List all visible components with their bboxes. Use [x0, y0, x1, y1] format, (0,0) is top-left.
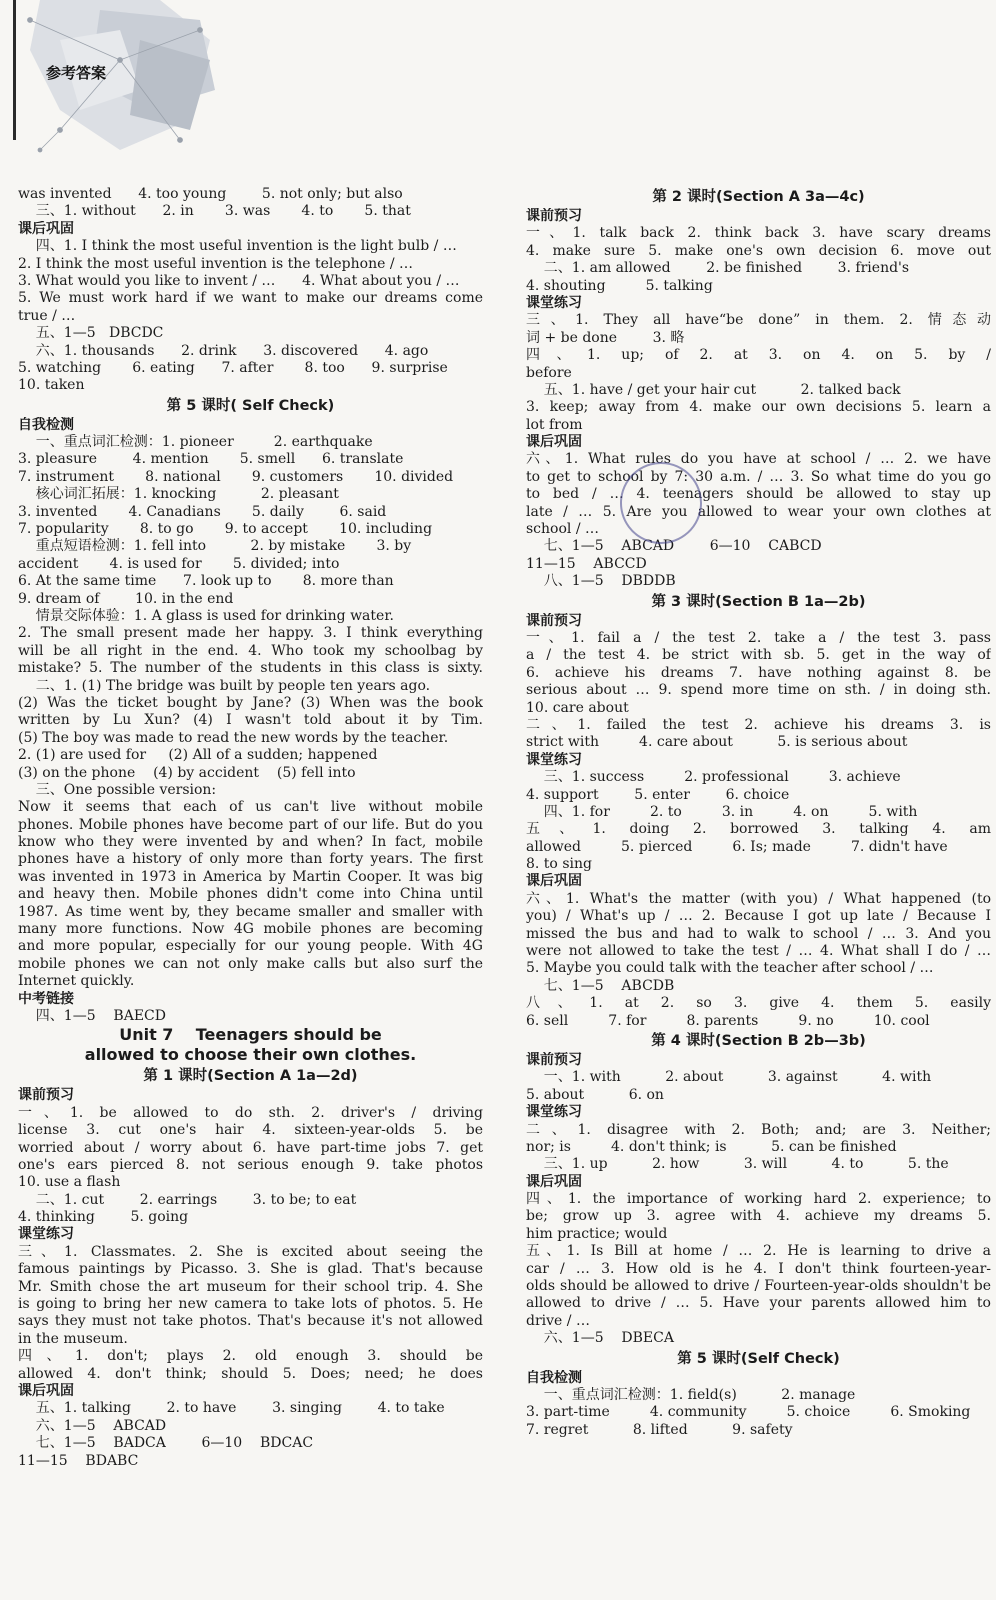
page-header-label: 参考答案	[46, 64, 107, 82]
section-label: 课后巩固	[526, 434, 582, 451]
lesson-heading: 第 5 课时(Self Check)	[677, 1350, 840, 1367]
answer-line: 六、1. What's the matter (with you) / What happened (to	[526, 890, 991, 907]
answer-line: 八、1. at 2. so 3. give 4. them 5. easily	[526, 995, 991, 1012]
answer-line: allowed 5. pierced 6. Is; made 7. didn't have	[526, 838, 948, 855]
answer-line: and more popular, especially for our young people. With 4G	[18, 938, 483, 955]
answer-line: Internet quickly.	[18, 973, 135, 990]
answer-line: 三、1. without 2. in 3. was 4. to 5. that	[18, 203, 411, 220]
answer-line: mistake? 5. The number of the students in this class is sixty.	[18, 660, 483, 677]
answer-line: 10. use a flash	[18, 1174, 121, 1191]
answer-line: serious about … 9. spend more time on sth. / in doing sth.	[526, 682, 991, 699]
answer-line: 三、1. up 2. how 3. will 4. to 5. the	[526, 1156, 949, 1173]
answer-line: a / the test 4. be strict with sb. 5. get in the way of	[526, 647, 991, 664]
section-label: 自我检测	[18, 416, 74, 433]
section-label: 课后巩固	[18, 220, 74, 237]
section-label: 课前预习	[526, 1051, 582, 1068]
answer-line: 4. support 5. enter 6. choice	[526, 786, 790, 803]
answer-line: 7. instrument 8. national 9. customers 10. divided	[18, 468, 454, 485]
answer-line: 3. What would you like to invent / … 4. What about you / …	[18, 272, 460, 289]
answer-line: you) / What's up / … 2. Because I got up late / Because I	[526, 908, 991, 925]
answer-line: 五、1. Is Bill at home / … 2. He is learning to drive a	[526, 1243, 991, 1260]
answer-line: 六、1—5 ABCAD	[18, 1417, 167, 1434]
answer-line: 四、1. the importance of working hard 2. experience; to	[526, 1191, 991, 1208]
answer-line: and heavy then. Mobile phones didn't come into China until	[18, 886, 483, 903]
answer-line: 核心词汇拓展：1. knocking 2. pleasant	[18, 486, 339, 503]
answer-line: true / …	[18, 307, 76, 324]
section-label: 课后巩固	[526, 1173, 582, 1190]
answer-line: 五、1—5 DBCDC	[18, 325, 164, 342]
answer-line: 重点短语检测：1. fell into 2. by mistake 3. by	[18, 538, 412, 555]
lesson-heading: 第 3 课时(Section B 1a—2b)	[651, 593, 866, 610]
lesson-heading: 第 1 课时(Section A 1a—2d)	[143, 1068, 358, 1085]
answer-line: 四、1. I think the most useful invention is the light bulb / …	[18, 238, 457, 255]
section-label: 课前预习	[526, 612, 582, 629]
section-label: 课堂练习	[526, 294, 582, 311]
answer-line: 三、1. Classmates. 2. She is excited about seeing the	[18, 1243, 483, 1260]
answer-line: 词 + be done 3. 略	[526, 329, 685, 346]
answer-line: 六、1. What rules do you have at school / … 2. we have	[526, 451, 991, 468]
answer-line: was invented 4. too young 5. not only; but also	[18, 186, 403, 202]
answer-line: phones have a history of only more than forty years. The first	[18, 851, 483, 868]
answer-line: allowed to drive / … 5. Have your parents allowed him to	[526, 1295, 991, 1312]
answer-line: 6. sell 7. for 8. parents 9. no 10. cool	[526, 1012, 930, 1029]
answer-line: Mr. Smith chose the art museum for their school trip. 4. She	[18, 1278, 483, 1295]
right-answer-column	[526, 186, 991, 1439]
answer-line: 一、重点词汇检测：1. field(s) 2. manage	[526, 1387, 856, 1403]
lesson-heading: 第 2 课时(Section A 3a—4c)	[652, 189, 865, 205]
answer-line: 二、1. (1) The bridge was built by people ten years ago.	[18, 677, 431, 694]
lesson-heading: 第 5 课时( Self Check)	[166, 397, 335, 414]
answer-line: 4. shouting 5. talking	[526, 277, 713, 294]
answer-line: 六、1—5 DBECA	[526, 1330, 674, 1347]
answer-line: 8. to sing	[526, 856, 592, 873]
answer-line: lot from	[526, 416, 583, 433]
answer-line: 五、1. have / get your hair cut 2. talked back	[526, 381, 901, 398]
answer-line: know who they were invented by and when? In fact, mobile	[18, 834, 483, 851]
answer-line: nor; is 4. don't think; is 5. can be finished	[526, 1138, 897, 1155]
answer-line: 四、1. don't; plays 2. old enough 3. should be	[18, 1348, 483, 1365]
answer-line: 3. pleasure 4. mention 5. smell 6. translate	[18, 451, 404, 468]
answer-line: 三、One possible version:	[18, 781, 217, 798]
answer-line: 3. invented 4. Canadians 5. daily 6. said	[18, 503, 387, 520]
answer-line: in the museum.	[18, 1330, 128, 1347]
header-decoration	[0, 0, 240, 190]
answer-line: 五、1. doing 2. borrowed 3. talking 4. am	[526, 821, 991, 838]
section-label: 课堂练习	[18, 1226, 74, 1243]
answer-line: 七、1—5 ABCDB	[526, 977, 675, 994]
answer-line: 1987. As time went by, they became smaller and smaller with	[18, 903, 483, 920]
answer-line: will be all right in the end. 4. Who took my schoolbag by	[18, 642, 483, 659]
answer-line: before	[526, 364, 572, 381]
answer-line: was invented in 1973 in America by Martin Cooper. It was big	[18, 868, 483, 885]
answer-line: 一、重点词汇检测：1. pioneer 2. earthquake	[18, 434, 373, 451]
lesson-heading: Unit 7 Teenagers should be	[119, 1025, 382, 1045]
answer-line: 一、1. fail a / the test 2. take a / the test 3. pass	[526, 629, 991, 646]
answer-line: 9. dream of 10. in the end	[18, 590, 234, 607]
section-label: 中考链接	[18, 990, 74, 1007]
answer-line: one's ears pierced 8. not serious enough 9. take photos	[18, 1156, 483, 1173]
answer-line: 一、1. be allowed to do sth. 2. driver's / driving	[18, 1104, 483, 1121]
answer-line: 3. part-time 4. community 5. choice 6. Smoking	[526, 1404, 971, 1421]
lesson-heading: allowed to choose their own clothes.	[84, 1045, 417, 1065]
answer-line: (5) The boy was made to read the new words by the teacher.	[18, 729, 449, 746]
answer-line: accident 4. is used for 5. divided; into	[18, 555, 340, 572]
answer-line: to bed / … 4. teenagers should be allowed to stay up	[526, 486, 991, 503]
section-label: 课堂练习	[526, 751, 582, 768]
answer-line: 11—15 ABCCD	[526, 555, 647, 572]
answer-line: Now it seems that each of us can't live without mobile	[18, 799, 483, 816]
answer-line: 一、1. with 2. about 3. against 4. with	[526, 1069, 932, 1086]
answer-line: says they must not take photos. That's because it's not allowed	[18, 1313, 483, 1330]
answer-line: many more functions. Now 4G mobile phones are becoming	[18, 921, 483, 938]
answer-line: drive / …	[526, 1312, 590, 1329]
answer-line: were not allowed to take the test / … 4. What shall I do / …	[526, 943, 991, 960]
answer-line: 二、1. failed the test 2. achieve his dreams 3. is	[526, 716, 991, 733]
answer-line: 10. care about	[526, 699, 629, 716]
answer-line: 3. keep; away from 4. make our own decisions 5. learn a	[526, 399, 991, 416]
answer-line: 三、1. They all have“be done” in them. 2. 情态动	[526, 312, 991, 329]
answer-line: 5. about 6. on	[526, 1086, 664, 1103]
answer-line: mobile phones we can not only make calls but also surf the	[18, 955, 483, 972]
answer-line: 一、1. talk back 2. think back 3. have scary dreams	[526, 225, 991, 242]
lesson-heading: 第 4 课时(Section B 2b—3b)	[651, 1032, 866, 1049]
answer-line: 6. At the same time 7. look up to 8. more than	[18, 573, 394, 590]
answer-line: olds should be allowed to drive / Fourteen-year-olds shouldn't be	[526, 1278, 991, 1295]
answer-line: 七、1—5 ABCAD 6—10 CABCD	[526, 538, 822, 555]
answer-line: 二、1. disagree with 2. Both; and; are 3. Neither;	[526, 1121, 991, 1138]
answer-line: car / … 3. How old is he 4. I don't think fourteen-year-	[526, 1260, 991, 1277]
section-label: 课堂练习	[526, 1104, 582, 1121]
answer-line: 5. watching 6. eating 7. after 8. too 9. surprise	[18, 359, 448, 376]
answer-line: 11—15 BDABC	[18, 1452, 139, 1469]
answer-line: 4. make sure 5. make one's own decision 6. move out	[526, 242, 991, 259]
answer-line: 7. regret 8. lifted 9. safety	[526, 1421, 793, 1438]
answer-line: 二、1. am allowed 2. be finished 3. friend's	[526, 260, 910, 277]
answer-line: famous paintings by Picasso. 3. She is glad. That's because	[18, 1261, 483, 1278]
answer-line: 二、1. cut 2. earrings 3. to be; to eat	[18, 1191, 357, 1208]
answer-line: school / …	[526, 521, 599, 538]
answer-line: 四、1. for 2. to 3. in 4. on 5. with	[526, 803, 918, 820]
answer-line: 5. Maybe you could talk with the teacher after school / …	[526, 960, 934, 977]
answer-line: license 3. cut one's hair 4. sixteen-year-olds 5. be	[18, 1122, 483, 1139]
section-label: 课前预习	[18, 1087, 74, 1104]
answer-line: strict with 4. care about 5. is serious about	[526, 734, 908, 751]
section-label: 课后巩固	[526, 873, 582, 890]
answer-line: him practice; would	[526, 1225, 668, 1242]
section-label: 课前预习	[526, 208, 582, 224]
answer-line: 5. We must work hard if we want to make our dreams come	[18, 290, 483, 307]
answer-line: missed the bus and had to walk to school / … 3. And you	[526, 925, 991, 942]
answer-line: late / … 5. Are you allowed to wear your own clothes at	[526, 503, 991, 520]
section-label: 自我检测	[526, 1369, 582, 1386]
answer-line: 7. popularity 8. to go 9. to accept 10. including	[18, 521, 433, 538]
brand-watermark	[818, 1490, 988, 1600]
answer-line: 八、1—5 DBDDB	[526, 573, 676, 590]
left-answer-column	[18, 186, 483, 1470]
answer-line: (2) Was the ticket bought by Jane? (3) When was the book	[18, 694, 483, 711]
answer-line: 10. taken	[18, 377, 85, 394]
answer-line: allowed 4. don't think; should 5. Does; need; he does	[18, 1365, 483, 1382]
answer-line: be; grow up 3. agree with 4. achieve my dreams 5.	[526, 1208, 991, 1225]
answer-line: 2. The small present made her happy. 3. I think everything	[18, 625, 483, 642]
answer-line: phones. Mobile phones have become part of our life. But do you	[18, 816, 483, 833]
answer-line: 2. I think the most useful invention is the telephone / …	[18, 255, 414, 272]
section-label: 课后巩固	[18, 1383, 74, 1399]
answer-line: 4. thinking 5. going	[18, 1209, 189, 1226]
answer-line: 五、1. talking 2. to have 3. singing 4. to take	[18, 1400, 445, 1417]
answer-line: 七、1—5 BADCA 6—10 BDCAC	[18, 1435, 314, 1452]
answer-line: (3) on the phone (4) by accident (5) fell into	[18, 764, 356, 781]
answer-line: 6. achieve his dreams 7. have nothing against 8. be	[526, 664, 991, 681]
answer-line: 三、1. success 2. professional 3. achieve	[526, 769, 901, 786]
answer-line: 六、1. thousands 2. drink 3. discovered 4. ago	[18, 342, 429, 359]
answer-line: 四、1—5 BAECD	[18, 1007, 166, 1024]
answer-line: is going to bring her new camera to take lots of photos. 5. He	[18, 1296, 483, 1313]
answer-line: worried about / worry about 6. have part-time jobs 7. get	[18, 1139, 483, 1156]
answer-line: 2. (1) are used for (2) All of a sudden; happened	[18, 747, 378, 764]
answer-line: 情景交际体验：1. A glass is used for drinking water.	[18, 607, 394, 624]
answer-line: to get to school by 7: 30 a.m. / … 3. So what time do you go	[526, 468, 991, 485]
header-bar	[13, 0, 16, 140]
answer-line: written by Lu Xun? (4) I wasn't told about it by Tim.	[18, 712, 483, 729]
answer-line: 四、1. up; of 2. at 3. on 4. on 5. by /	[526, 347, 991, 364]
